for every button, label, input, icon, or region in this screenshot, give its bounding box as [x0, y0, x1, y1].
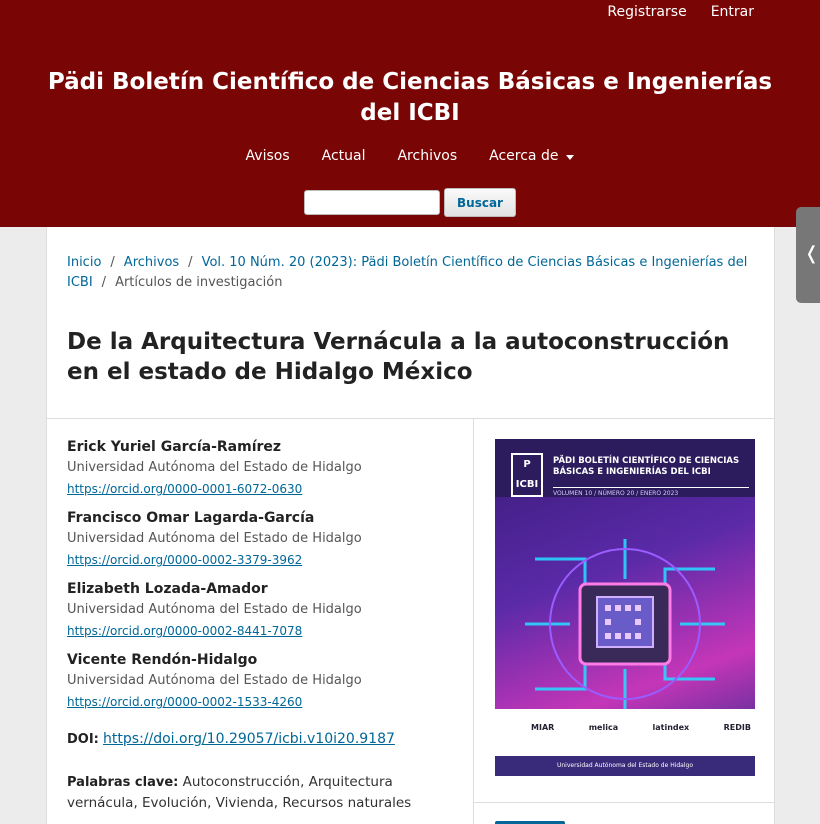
author-orcid-link[interactable]: https://orcid.org/0000-0002-1533-4260	[67, 695, 303, 709]
partner-logo: MIAR	[531, 723, 555, 732]
breadcrumb-issue[interactable]: Vol. 10 Núm. 20 (2023): Pädi Boletín Científico de Ciencias Básicas e Ingenierías del ICBI	[67, 255, 748, 290]
nav-avisos-label: Avisos	[245, 148, 290, 164]
register-link[interactable]: Registrarse	[607, 4, 687, 20]
breadcrumb-separator: /	[101, 275, 107, 290]
breadcrumb-separator: /	[110, 255, 115, 270]
doi	[67, 731, 395, 747]
author-orcid-link[interactable]: https://orcid.org/0000-0002-3379-3962	[67, 553, 303, 567]
nav-avisos[interactable]	[246, 148, 290, 164]
keywords-value: Autoconstrucción, Arquitectura vernácula, Evolución, Vivienda, Recursos naturales	[67, 774, 412, 811]
search-input[interactable]	[304, 190, 440, 215]
nav-actual-label: Actual	[321, 148, 366, 164]
nav-acerca-de[interactable]	[489, 148, 574, 164]
doi-link[interactable]: https://doi.org/10.29057/icbi.v10i20.9187	[103, 731, 395, 747]
breadcrumb-archives[interactable]: Archivos	[123, 255, 180, 270]
breadcrumb-current: Artículos de investigación	[115, 275, 283, 290]
cover-header	[495, 439, 755, 497]
author-item	[67, 579, 467, 650]
nav-acerca-de-label: Acerca de	[489, 148, 559, 164]
author-list	[67, 437, 467, 721]
author-item	[67, 508, 467, 579]
author-orcid-link[interactable]: https://orcid.org/0000-0001-6072-0630	[67, 482, 303, 496]
breadcrumb	[67, 253, 767, 293]
search-form	[304, 188, 516, 217]
author-affiliation: Universidad Autónoma del Estado de Hidalgo	[67, 602, 362, 617]
cover-subtitle: VOLUMEN 10 / NÚMERO 20 / ENERO 2023	[553, 487, 749, 497]
site-header	[0, 0, 820, 227]
author-affiliation: Universidad Autónoma del Estado de Hidalgo	[67, 460, 362, 475]
site-title[interactable]: Pädi Boletín Científico de Ciencias Básicas e Ingenierías del ICBI	[47, 69, 773, 126]
divider	[473, 418, 474, 824]
author-name: Francisco Omar Lagarda-García	[67, 510, 315, 526]
author-item	[67, 437, 467, 508]
nav-archivos-label: Archivos	[397, 148, 458, 164]
divider	[47, 418, 774, 419]
divider	[474, 802, 774, 803]
author-name: Erick Yuriel García-Ramírez	[67, 439, 282, 455]
chevron-left-icon: ❬	[804, 243, 820, 264]
partner-logo: latindex	[652, 723, 690, 732]
author-name: Vicente Rendón-Hidalgo	[67, 652, 258, 668]
author-item	[67, 650, 467, 721]
chevron-down-icon	[566, 155, 574, 160]
doi-label: DOI:	[67, 732, 99, 747]
keywords-label: Palabras clave:	[67, 775, 179, 790]
issue-cover-image[interactable]	[495, 439, 755, 776]
search-button[interactable]: Buscar	[444, 188, 516, 217]
circuit-chip-illustration	[525, 539, 725, 709]
author-affiliation: Universidad Autónoma del Estado de Hidalgo	[67, 531, 362, 546]
side-panel-tab[interactable]	[796, 207, 820, 303]
logo-letter: P	[523, 459, 531, 470]
breadcrumb-home[interactable]: Inicio	[67, 255, 102, 270]
partner-logo: melica	[588, 723, 619, 732]
journal-logo	[511, 453, 543, 497]
nav-archivos[interactable]	[397, 148, 457, 164]
logo-acronym: ICBI	[515, 479, 539, 490]
cover-university: Universidad Autónoma del Estado de Hidalgo	[495, 756, 755, 776]
breadcrumb-separator: /	[188, 255, 193, 270]
nav-actual[interactable]	[322, 148, 366, 164]
main-content	[46, 227, 775, 824]
user-nav	[607, 4, 754, 20]
article-title: De la Arquitectura Vernácula a la autoconstrucción en el estado de Hidalgo México	[67, 329, 730, 385]
partner-logo: REDIB	[723, 723, 751, 732]
author-orcid-link[interactable]: https://orcid.org/0000-0002-8441-7078	[67, 624, 303, 638]
primary-nav	[0, 148, 820, 164]
keywords	[67, 772, 467, 814]
cover-footer	[495, 709, 755, 776]
author-name: Elizabeth Lozada-Amador	[67, 581, 268, 597]
login-link[interactable]: Entrar	[710, 4, 754, 20]
cover-title: PÄDI BOLETÍN CIENTÍFICO DE CIENCIAS BÁSICAS E INGENIERÍAS DEL ICBI	[553, 456, 740, 477]
partner-logos	[531, 723, 751, 732]
author-affiliation: Universidad Autónoma del Estado de Hidalgo	[67, 673, 362, 688]
